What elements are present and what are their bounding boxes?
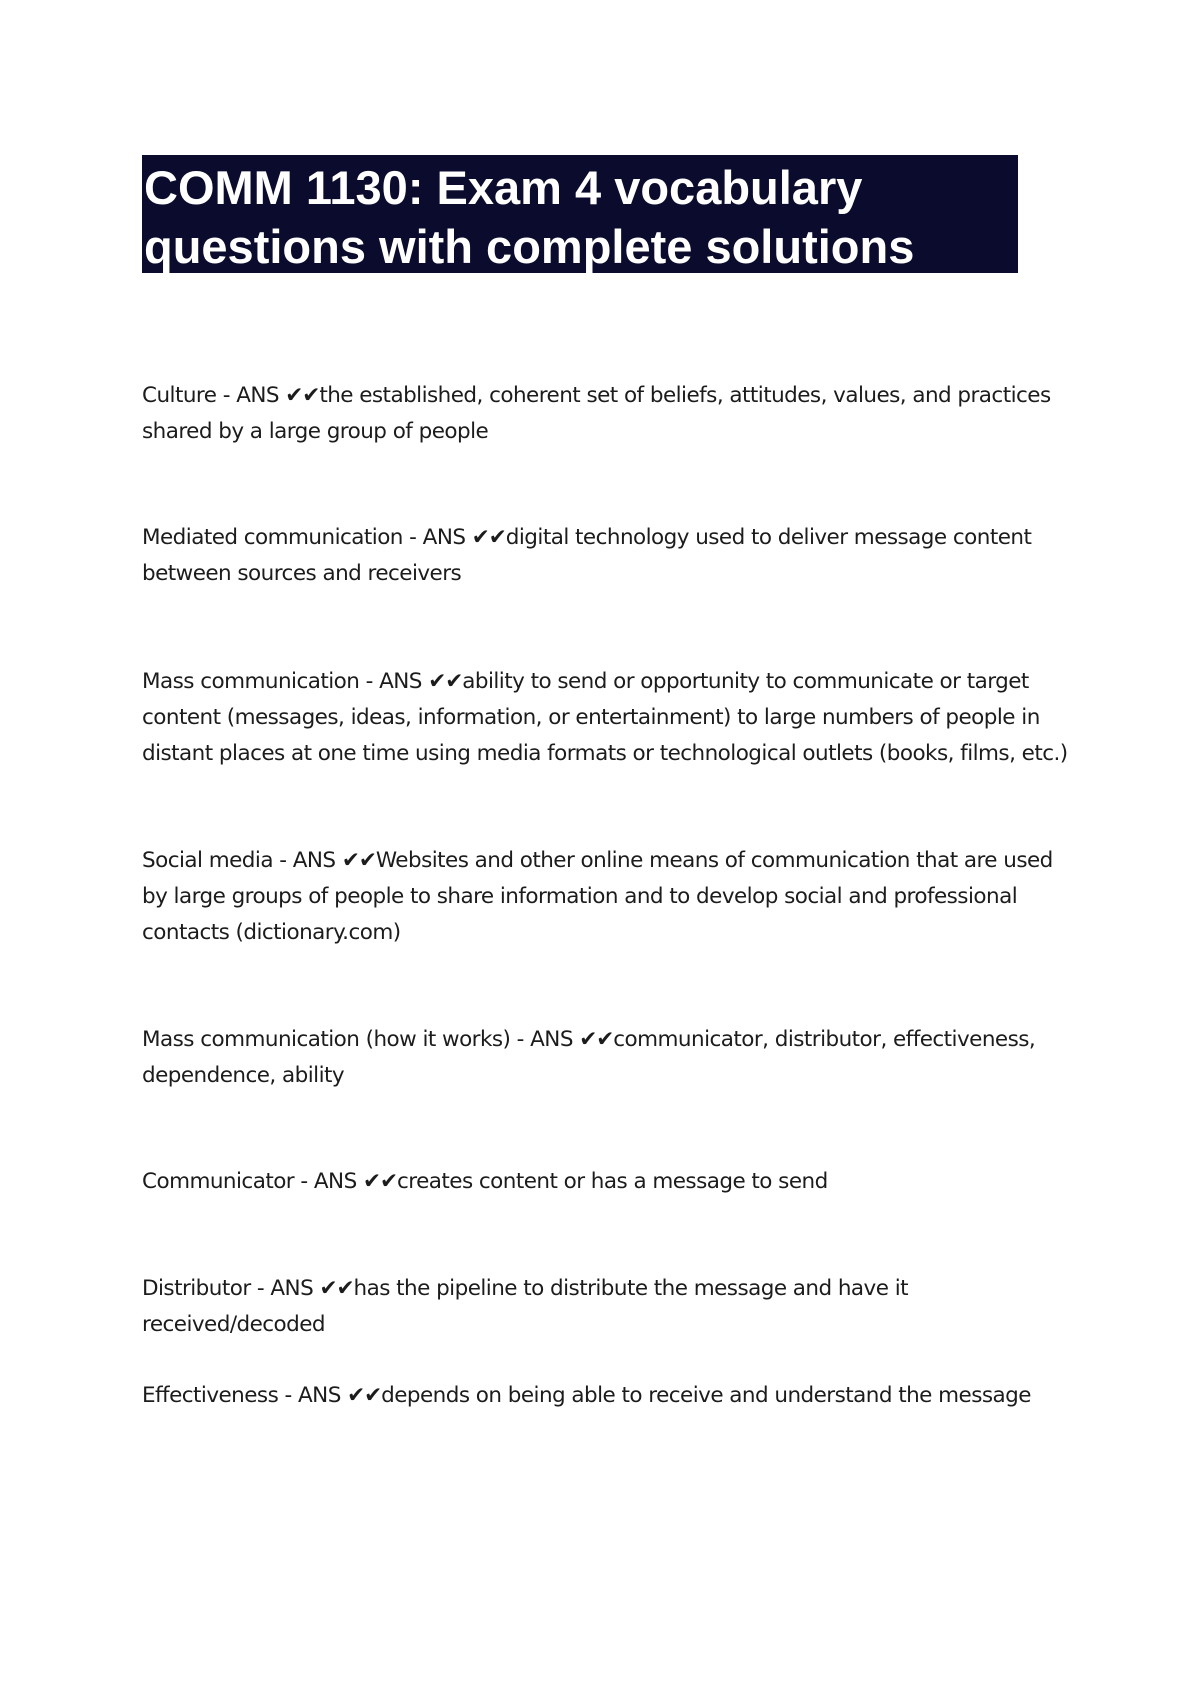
entry-separator: - ANS <box>294 1169 363 1194</box>
check-marks-icon: ✔✔ <box>362 1169 397 1194</box>
entry-separator: - ANS <box>278 1383 348 1408</box>
check-marks-icon: ✔✔ <box>341 848 376 873</box>
vocabulary-entry <box>142 378 1082 450</box>
entry-definition: depends on being able to receive and understand the message <box>381 1383 1031 1408</box>
entry-term: Distributor <box>142 1276 251 1301</box>
entry-separator: - ANS <box>250 1276 320 1301</box>
document-title: COMM 1130: Exam 4 vocabulary questions with complete solutions <box>144 161 915 273</box>
entry-definition: digital technology used to deliver message content between sources and receivers <box>142 525 1032 586</box>
check-marks-icon: ✔✔ <box>428 669 463 694</box>
entry-definition: Websites and other online means of communication that are used by large groups of people to share information and to develop social and professional contacts (dictionary.com) <box>142 848 1053 945</box>
title-banner <box>142 155 1018 273</box>
entry-separator: - ANS <box>510 1027 580 1052</box>
entry-separator: - ANS <box>359 669 429 694</box>
vocabulary-entry <box>142 520 1082 592</box>
check-marks-icon: ✔✔ <box>285 383 320 408</box>
entry-term: Mass communication <box>142 669 360 694</box>
entry-separator: - ANS <box>272 848 342 873</box>
entry-definition: has the pipeline to distribute the message and have it received/decoded <box>142 1276 909 1337</box>
entry-term: Communicator <box>142 1169 295 1194</box>
vocabulary-entry <box>142 1164 828 1200</box>
entry-definition: the established, coherent set of beliefs, attitudes, values, and practices shared by a large group of people <box>142 383 1051 444</box>
check-marks-icon: ✔✔ <box>319 1276 354 1301</box>
entry-separator: - ANS <box>402 525 472 550</box>
entry-term: Culture <box>142 383 217 408</box>
entry-term: Mass communication (how it works) <box>142 1027 511 1052</box>
entry-term: Social media <box>142 848 273 873</box>
check-marks-icon: ✔✔ <box>347 1383 382 1408</box>
entry-separator: - ANS <box>216 383 286 408</box>
vocabulary-entry <box>142 664 1082 772</box>
entry-definition: ability to send or opportunity to communicate or target content (messages, ideas, information, or entertainment) to large numbers of people in distant places at one time using media formats or technological outlets (books, films, etc.) <box>142 669 1068 766</box>
entry-definition: communicator, distributor, effectiveness, dependence, ability <box>142 1027 1036 1088</box>
entry-term: Mediated communication <box>142 525 403 550</box>
check-marks-icon: ✔✔ <box>471 525 506 550</box>
vocabulary-entry <box>142 1022 1082 1094</box>
entry-term: Effectiveness <box>142 1383 279 1408</box>
vocabulary-entry <box>142 1271 1082 1343</box>
entry-definition: creates content or has a message to send <box>397 1169 828 1194</box>
vocabulary-entry <box>142 843 1082 951</box>
check-marks-icon: ✔✔ <box>579 1027 614 1052</box>
vocabulary-entry <box>142 1378 1031 1414</box>
